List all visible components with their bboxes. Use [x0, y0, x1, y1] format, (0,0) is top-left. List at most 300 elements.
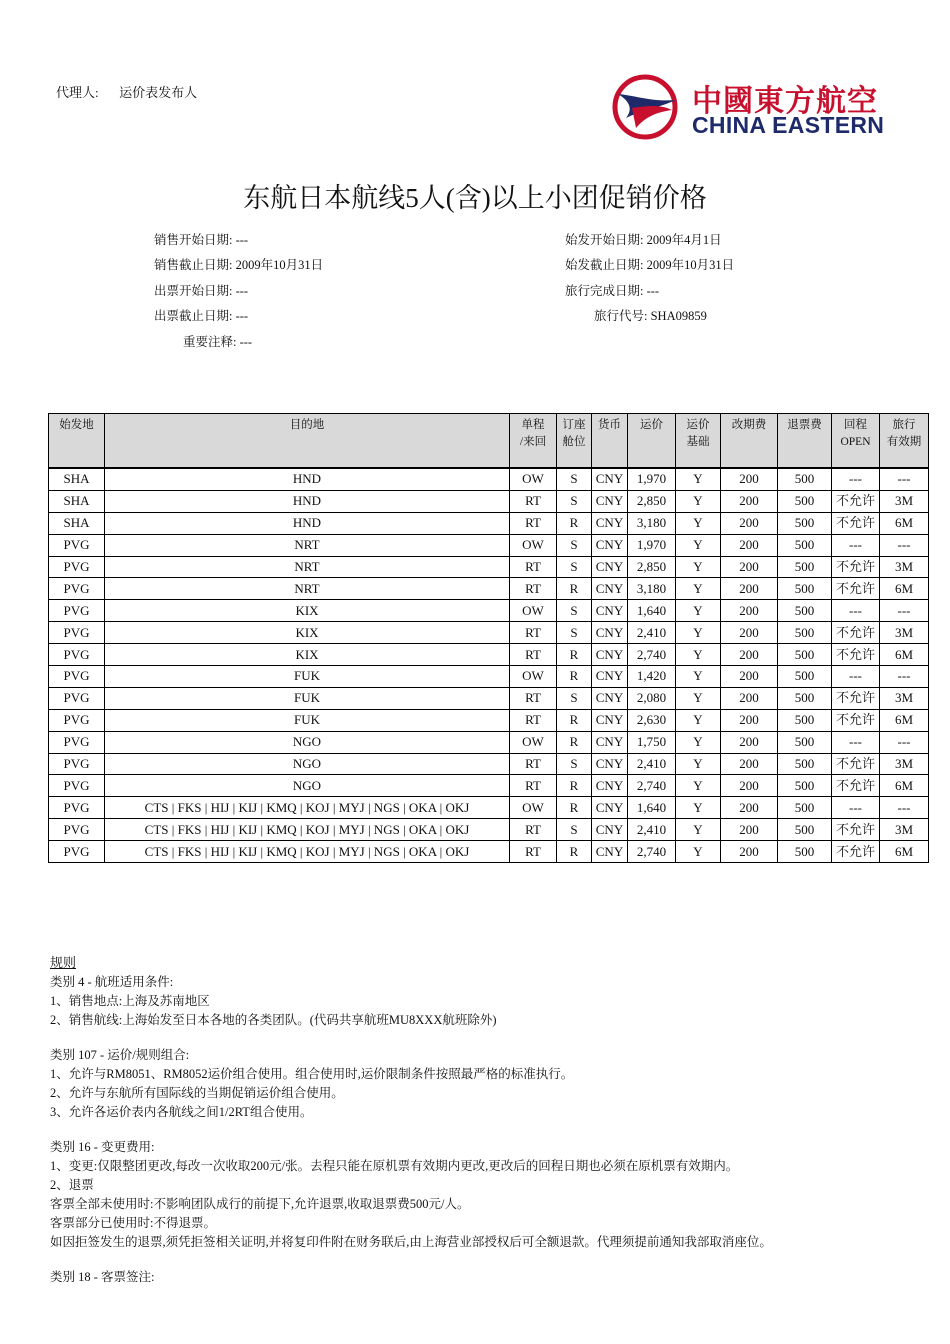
- column-header-text: /来回: [519, 436, 547, 448]
- table-cell: 500: [778, 534, 832, 556]
- table-row: [49, 819, 929, 841]
- table-cell: ---: [880, 731, 929, 753]
- meta-label: 始发开始日期:: [565, 233, 644, 247]
- meta-value: ---: [235, 233, 249, 247]
- table-cell: 500: [778, 644, 832, 666]
- table-cell: CNY: [592, 775, 628, 797]
- column-header: [557, 414, 592, 469]
- agent-label: 代理人:: [56, 85, 99, 100]
- table-cell: S: [557, 534, 592, 556]
- table-cell: 1,970: [628, 468, 676, 490]
- column-header-text: 回程: [844, 419, 867, 431]
- column-header: [832, 414, 880, 469]
- table-row: [49, 600, 929, 622]
- table-cell: ---: [880, 468, 929, 490]
- table-cell: 500: [778, 490, 832, 512]
- table-cell: Y: [676, 512, 721, 534]
- table-cell: 6M: [880, 512, 929, 534]
- table-cell: 2,850: [628, 490, 676, 512]
- table-cell: RT: [510, 578, 557, 600]
- table-cell: Y: [676, 490, 721, 512]
- rule-line: 类别 4 - 航班适用条件:: [50, 975, 174, 989]
- table-cell: Y: [676, 622, 721, 644]
- table-cell: 2,740: [628, 841, 676, 863]
- table-row: [49, 687, 929, 709]
- rule-line: 2、退票: [50, 1178, 94, 1192]
- table-cell: PVG: [49, 709, 105, 731]
- column-header-text: 有效期: [886, 436, 922, 448]
- table-cell: 2,850: [628, 556, 676, 578]
- table-cell: S: [557, 687, 592, 709]
- table-cell: 1,640: [628, 600, 676, 622]
- table-cell: 500: [778, 512, 832, 534]
- table-cell: OW: [510, 731, 557, 753]
- table-cell: 6M: [880, 709, 929, 731]
- table-cell: NRT: [105, 578, 510, 600]
- table-header-row: [49, 414, 929, 469]
- table-cell: RT: [510, 775, 557, 797]
- column-header: [628, 414, 676, 469]
- table-cell: Y: [676, 775, 721, 797]
- table-cell: 200: [721, 600, 778, 622]
- table-cell: FUK: [105, 666, 510, 688]
- table-cell: KIX: [105, 600, 510, 622]
- rule-line: 1、变更:仅限整团更改,每改一次收取200元/张。去程只能在原机票有效期内更改,更改后的回程日期也必须在原机票有效期内。: [50, 1159, 739, 1173]
- table-cell: R: [557, 512, 592, 534]
- column-header-text: 运价: [640, 419, 663, 431]
- meta-label: 始发截止日期:: [565, 258, 644, 272]
- table-cell: ---: [832, 600, 880, 622]
- meta-sale-start: [154, 230, 248, 248]
- column-header: [510, 414, 557, 469]
- table-cell: Y: [676, 753, 721, 775]
- table-cell: OW: [510, 600, 557, 622]
- table-cell: 3M: [880, 687, 929, 709]
- table-cell: CNY: [592, 687, 628, 709]
- table-cell: NRT: [105, 556, 510, 578]
- table-cell: Y: [676, 709, 721, 731]
- rule-line: [50, 1030, 772, 1046]
- table-cell: 3M: [880, 753, 929, 775]
- table-cell: ---: [880, 600, 929, 622]
- table-cell: Y: [676, 600, 721, 622]
- table-cell: PVG: [49, 753, 105, 775]
- table-cell: 200: [721, 512, 778, 534]
- table-cell: 不允许: [832, 841, 880, 863]
- rule-line: 3、允许各运价表内各航线之间1/2RT组合使用。: [50, 1105, 313, 1119]
- meta-value: SHA09859: [650, 309, 707, 323]
- table-cell: S: [557, 556, 592, 578]
- rule-line: 2、销售航线:上海始发至日本各地的各类团队。(代码共享航班MU8XXX航班除外): [50, 1013, 497, 1027]
- table-cell: ---: [832, 468, 880, 490]
- meta-value: 2009年10月31日: [235, 258, 324, 272]
- table-cell: 500: [778, 600, 832, 622]
- table-cell: Y: [676, 731, 721, 753]
- table-cell: 500: [778, 797, 832, 819]
- table-cell: 500: [778, 622, 832, 644]
- table-cell: CNY: [592, 490, 628, 512]
- table-cell: CNY: [592, 666, 628, 688]
- table-cell: 3M: [880, 556, 929, 578]
- table-cell: 500: [778, 556, 832, 578]
- table-row: [49, 622, 929, 644]
- table-row: [49, 578, 929, 600]
- table-cell: CNY: [592, 709, 628, 731]
- rule-line: [50, 1122, 772, 1138]
- table-cell: RT: [510, 753, 557, 775]
- table-cell: S: [557, 468, 592, 490]
- table-cell: 2,630: [628, 709, 676, 731]
- table-cell: 500: [778, 841, 832, 863]
- table-cell: 200: [721, 709, 778, 731]
- table-cell: KIX: [105, 644, 510, 666]
- table-cell: 200: [721, 841, 778, 863]
- column-header: [49, 414, 105, 469]
- table-row: [49, 468, 929, 490]
- table-cell: 2,080: [628, 687, 676, 709]
- column-header: [676, 414, 721, 469]
- table-cell: Y: [676, 819, 721, 841]
- agent-line: [56, 82, 197, 101]
- column-header-text: OPEN: [840, 436, 871, 448]
- table-cell: OW: [510, 666, 557, 688]
- table-row: [49, 775, 929, 797]
- rule-line: 如因拒签发生的退票,须凭拒签相关证明,并将复印件附在财务联后,由上海营业部授权后可全额退款。代理须提前通知我部取消座位。: [50, 1235, 772, 1249]
- agent-value: 运价表发布人: [119, 85, 198, 100]
- table-cell: HND: [105, 512, 510, 534]
- table-cell: CNY: [592, 468, 628, 490]
- table-cell: 3,180: [628, 578, 676, 600]
- table-cell: OW: [510, 797, 557, 819]
- table-cell: 1,750: [628, 731, 676, 753]
- table-cell: CNY: [592, 578, 628, 600]
- table-cell: CNY: [592, 841, 628, 863]
- table-cell: KIX: [105, 622, 510, 644]
- rule-line: 类别 16 - 变更费用:: [50, 1140, 155, 1154]
- table-cell: CNY: [592, 512, 628, 534]
- logo-chinese-name: 中國東方航空: [692, 84, 878, 119]
- table-cell: 200: [721, 556, 778, 578]
- meta-label: 销售开始日期:: [154, 233, 233, 247]
- table-cell: HND: [105, 490, 510, 512]
- table-cell: OW: [510, 534, 557, 556]
- logo-english-name: CHINA EASTERN: [692, 112, 885, 138]
- table-cell: R: [557, 666, 592, 688]
- table-cell: FUK: [105, 709, 510, 731]
- table-cell: SHA: [49, 490, 105, 512]
- table-row: [49, 841, 929, 863]
- table-cell: ---: [832, 731, 880, 753]
- table-cell: Y: [676, 644, 721, 666]
- column-header-text: 旅行: [892, 419, 916, 431]
- table-row: [49, 644, 929, 666]
- table-cell: 不允许: [832, 622, 880, 644]
- table-cell: FUK: [105, 687, 510, 709]
- table-cell: S: [557, 819, 592, 841]
- table-cell: CNY: [592, 534, 628, 556]
- rule-line: 1、销售地点:上海及苏南地区: [50, 994, 210, 1008]
- table-row: [49, 490, 929, 512]
- table-cell: RT: [510, 622, 557, 644]
- table-cell: 3M: [880, 819, 929, 841]
- table-cell: R: [557, 797, 592, 819]
- table-cell: PVG: [49, 600, 105, 622]
- table-cell: 500: [778, 775, 832, 797]
- column-header-text: 单程: [521, 419, 545, 431]
- table-cell: CNY: [592, 797, 628, 819]
- rule-line: 客票全部未使用时:不影响团队成行的前提下,允许退票,收取退票费500元/人。: [50, 1197, 470, 1211]
- meta-label: 重要注释:: [183, 335, 237, 349]
- column-header: [105, 414, 510, 469]
- rules-lines: [50, 973, 772, 1287]
- table-cell: 不允许: [832, 709, 880, 731]
- table-cell: 200: [721, 687, 778, 709]
- table-cell: 500: [778, 753, 832, 775]
- table-cell: RT: [510, 709, 557, 731]
- table-cell: Y: [676, 666, 721, 688]
- table-cell: 6M: [880, 775, 929, 797]
- table-cell: ---: [880, 534, 929, 556]
- table-cell: 不允许: [832, 578, 880, 600]
- meta-departure-end: [565, 255, 734, 273]
- meta-ticket-end: [154, 306, 248, 324]
- table-cell: NRT: [105, 534, 510, 556]
- rule-line: 类别 107 - 运价/规则组合:: [50, 1048, 190, 1062]
- table-cell: NGO: [105, 775, 510, 797]
- meta-value: ---: [235, 284, 249, 298]
- column-header-text: 订座: [562, 419, 586, 431]
- table-cell: 2,410: [628, 753, 676, 775]
- meta-value: ---: [235, 309, 249, 323]
- table-cell: PVG: [49, 819, 105, 841]
- rules-section: [50, 952, 772, 1287]
- table-cell: RT: [510, 819, 557, 841]
- table-cell: 不允许: [832, 753, 880, 775]
- rule-line: 类别 18 - 客票签注:: [50, 1270, 155, 1284]
- table-cell: Y: [676, 841, 721, 863]
- table-cell: 不允许: [832, 775, 880, 797]
- meta-label: 销售截止日期:: [154, 258, 233, 272]
- table-cell: 200: [721, 819, 778, 841]
- table-cell: PVG: [49, 644, 105, 666]
- column-header-text: 舱位: [562, 436, 586, 448]
- table-cell: R: [557, 775, 592, 797]
- table-cell: 不允许: [832, 512, 880, 534]
- table-cell: 1,420: [628, 666, 676, 688]
- page-title: 东航日本航线5人(含)以上小团促销价格: [243, 183, 707, 213]
- table-cell: SHA: [49, 468, 105, 490]
- rules-heading: 规则: [50, 955, 77, 970]
- table-cell: PVG: [49, 622, 105, 644]
- column-header-text: 货币: [598, 419, 621, 431]
- table-cell: 200: [721, 534, 778, 556]
- column-header-text: 基础: [686, 436, 710, 448]
- table-cell: RT: [510, 512, 557, 534]
- table-cell: CNY: [592, 819, 628, 841]
- table-cell: R: [557, 644, 592, 666]
- meta-value: ---: [646, 284, 660, 298]
- table-cell: NGO: [105, 731, 510, 753]
- table-cell: 不允许: [832, 490, 880, 512]
- table-cell: CNY: [592, 600, 628, 622]
- table-cell: 2,740: [628, 644, 676, 666]
- table-cell: ---: [832, 797, 880, 819]
- table-row: [49, 556, 929, 578]
- table-cell: ---: [832, 666, 880, 688]
- table-cell: Y: [676, 468, 721, 490]
- table-cell: 500: [778, 468, 832, 490]
- swallow-emblem-icon: [612, 74, 682, 140]
- table-cell: Y: [676, 687, 721, 709]
- china-eastern-logo: [612, 74, 912, 140]
- table-cell: PVG: [49, 797, 105, 819]
- table-cell: ---: [880, 797, 929, 819]
- table-cell: R: [557, 841, 592, 863]
- table-cell: 1,970: [628, 534, 676, 556]
- table-cell: CNY: [592, 644, 628, 666]
- table-cell: 500: [778, 709, 832, 731]
- column-header: [721, 414, 778, 469]
- table-cell: CNY: [592, 622, 628, 644]
- table-cell: PVG: [49, 666, 105, 688]
- table-cell: PVG: [49, 775, 105, 797]
- table-cell: 不允许: [832, 819, 880, 841]
- table-cell: ---: [832, 534, 880, 556]
- table-cell: 1,640: [628, 797, 676, 819]
- meta-ticket-start: [154, 281, 248, 299]
- fare-table-body: [49, 468, 929, 863]
- table-cell: 200: [721, 468, 778, 490]
- table-cell: 500: [778, 731, 832, 753]
- table-cell: S: [557, 753, 592, 775]
- fare-table: [48, 413, 929, 863]
- table-cell: PVG: [49, 731, 105, 753]
- table-cell: 3M: [880, 622, 929, 644]
- meta-value: 2009年10月31日: [646, 258, 735, 272]
- table-row: [49, 753, 929, 775]
- table-cell: 6M: [880, 841, 929, 863]
- table-row: [49, 512, 929, 534]
- table-cell: 2,740: [628, 775, 676, 797]
- table-cell: 500: [778, 687, 832, 709]
- table-cell: CNY: [592, 731, 628, 753]
- table-cell: CNY: [592, 753, 628, 775]
- column-header: [592, 414, 628, 469]
- table-cell: 2,410: [628, 622, 676, 644]
- meta-travel-complete: [565, 281, 659, 299]
- rule-line: [50, 1252, 772, 1268]
- table-cell: HND: [105, 468, 510, 490]
- table-row: [49, 666, 929, 688]
- table-row: [49, 731, 929, 753]
- table-cell: S: [557, 490, 592, 512]
- meta-label: 旅行代号:: [594, 309, 648, 323]
- table-cell: 200: [721, 490, 778, 512]
- table-cell: 3M: [880, 490, 929, 512]
- table-cell: 200: [721, 753, 778, 775]
- table-cell: 200: [721, 644, 778, 666]
- meta-tour-code: [594, 306, 707, 324]
- rule-line: 客票部分已使用时:不得退票。: [50, 1216, 216, 1230]
- table-cell: 200: [721, 622, 778, 644]
- table-cell: S: [557, 622, 592, 644]
- meta-label: 出票开始日期:: [154, 284, 233, 298]
- table-cell: PVG: [49, 578, 105, 600]
- table-cell: Y: [676, 578, 721, 600]
- meta-value: ---: [239, 335, 253, 349]
- table-cell: 200: [721, 578, 778, 600]
- table-cell: 3,180: [628, 512, 676, 534]
- meta-value: 2009年4月1日: [646, 233, 722, 247]
- table-cell: RT: [510, 841, 557, 863]
- table-cell: R: [557, 709, 592, 731]
- table-cell: Y: [676, 797, 721, 819]
- table-cell: RT: [510, 556, 557, 578]
- table-cell: 200: [721, 775, 778, 797]
- table-cell: 500: [778, 666, 832, 688]
- meta-label: 出票截止日期:: [154, 309, 233, 323]
- table-cell: RT: [510, 644, 557, 666]
- rule-line: 2、允许与东航所有国际线的当期促销运价组合使用。: [50, 1086, 344, 1100]
- table-cell: CTS | FKS | HIJ | KIJ | KMQ | KOJ | MYJ | NGS | OKA | OKJ: [105, 819, 510, 841]
- column-header: [880, 414, 929, 469]
- table-cell: 500: [778, 819, 832, 841]
- table-cell: PVG: [49, 556, 105, 578]
- table-cell: 不允许: [832, 556, 880, 578]
- table-cell: 200: [721, 731, 778, 753]
- table-cell: NGO: [105, 753, 510, 775]
- table-cell: R: [557, 578, 592, 600]
- table-cell: PVG: [49, 534, 105, 556]
- table-cell: ---: [880, 666, 929, 688]
- column-header: [778, 414, 832, 469]
- table-cell: CTS | FKS | HIJ | KIJ | KMQ | KOJ | MYJ | NGS | OKA | OKJ: [105, 797, 510, 819]
- table-cell: 500: [778, 578, 832, 600]
- table-cell: PVG: [49, 687, 105, 709]
- table-row: [49, 709, 929, 731]
- table-cell: 6M: [880, 578, 929, 600]
- table-cell: CTS | FKS | HIJ | KIJ | KMQ | KOJ | MYJ | NGS | OKA | OKJ: [105, 841, 510, 863]
- column-header-text: 运价: [686, 419, 710, 431]
- table-cell: R: [557, 731, 592, 753]
- table-cell: 2,410: [628, 819, 676, 841]
- meta-departure-start: [565, 230, 722, 248]
- table-cell: Y: [676, 556, 721, 578]
- table-row: [49, 797, 929, 819]
- column-header-text: 始发地: [59, 419, 94, 431]
- table-row: [49, 534, 929, 556]
- table-cell: 200: [721, 666, 778, 688]
- meta-important-note: [183, 332, 252, 350]
- table-cell: 6M: [880, 644, 929, 666]
- meta-sale-end: [154, 255, 323, 273]
- table-cell: SHA: [49, 512, 105, 534]
- table-cell: CNY: [592, 556, 628, 578]
- rule-line: 1、允许与RM8051、RM8052运价组合使用。组合使用时,运价限制条件按照最严格的标准执行。: [50, 1067, 574, 1081]
- table-cell: OW: [510, 468, 557, 490]
- column-header-text: 改期费: [731, 419, 767, 431]
- table-cell: PVG: [49, 841, 105, 863]
- table-cell: RT: [510, 490, 557, 512]
- table-cell: 不允许: [832, 687, 880, 709]
- table-cell: RT: [510, 687, 557, 709]
- column-header-text: 退票费: [787, 419, 822, 431]
- table-cell: Y: [676, 534, 721, 556]
- meta-label: 旅行完成日期:: [565, 284, 644, 298]
- column-header-text: 目的地: [289, 419, 325, 431]
- table-cell: 不允许: [832, 644, 880, 666]
- table-cell: S: [557, 600, 592, 622]
